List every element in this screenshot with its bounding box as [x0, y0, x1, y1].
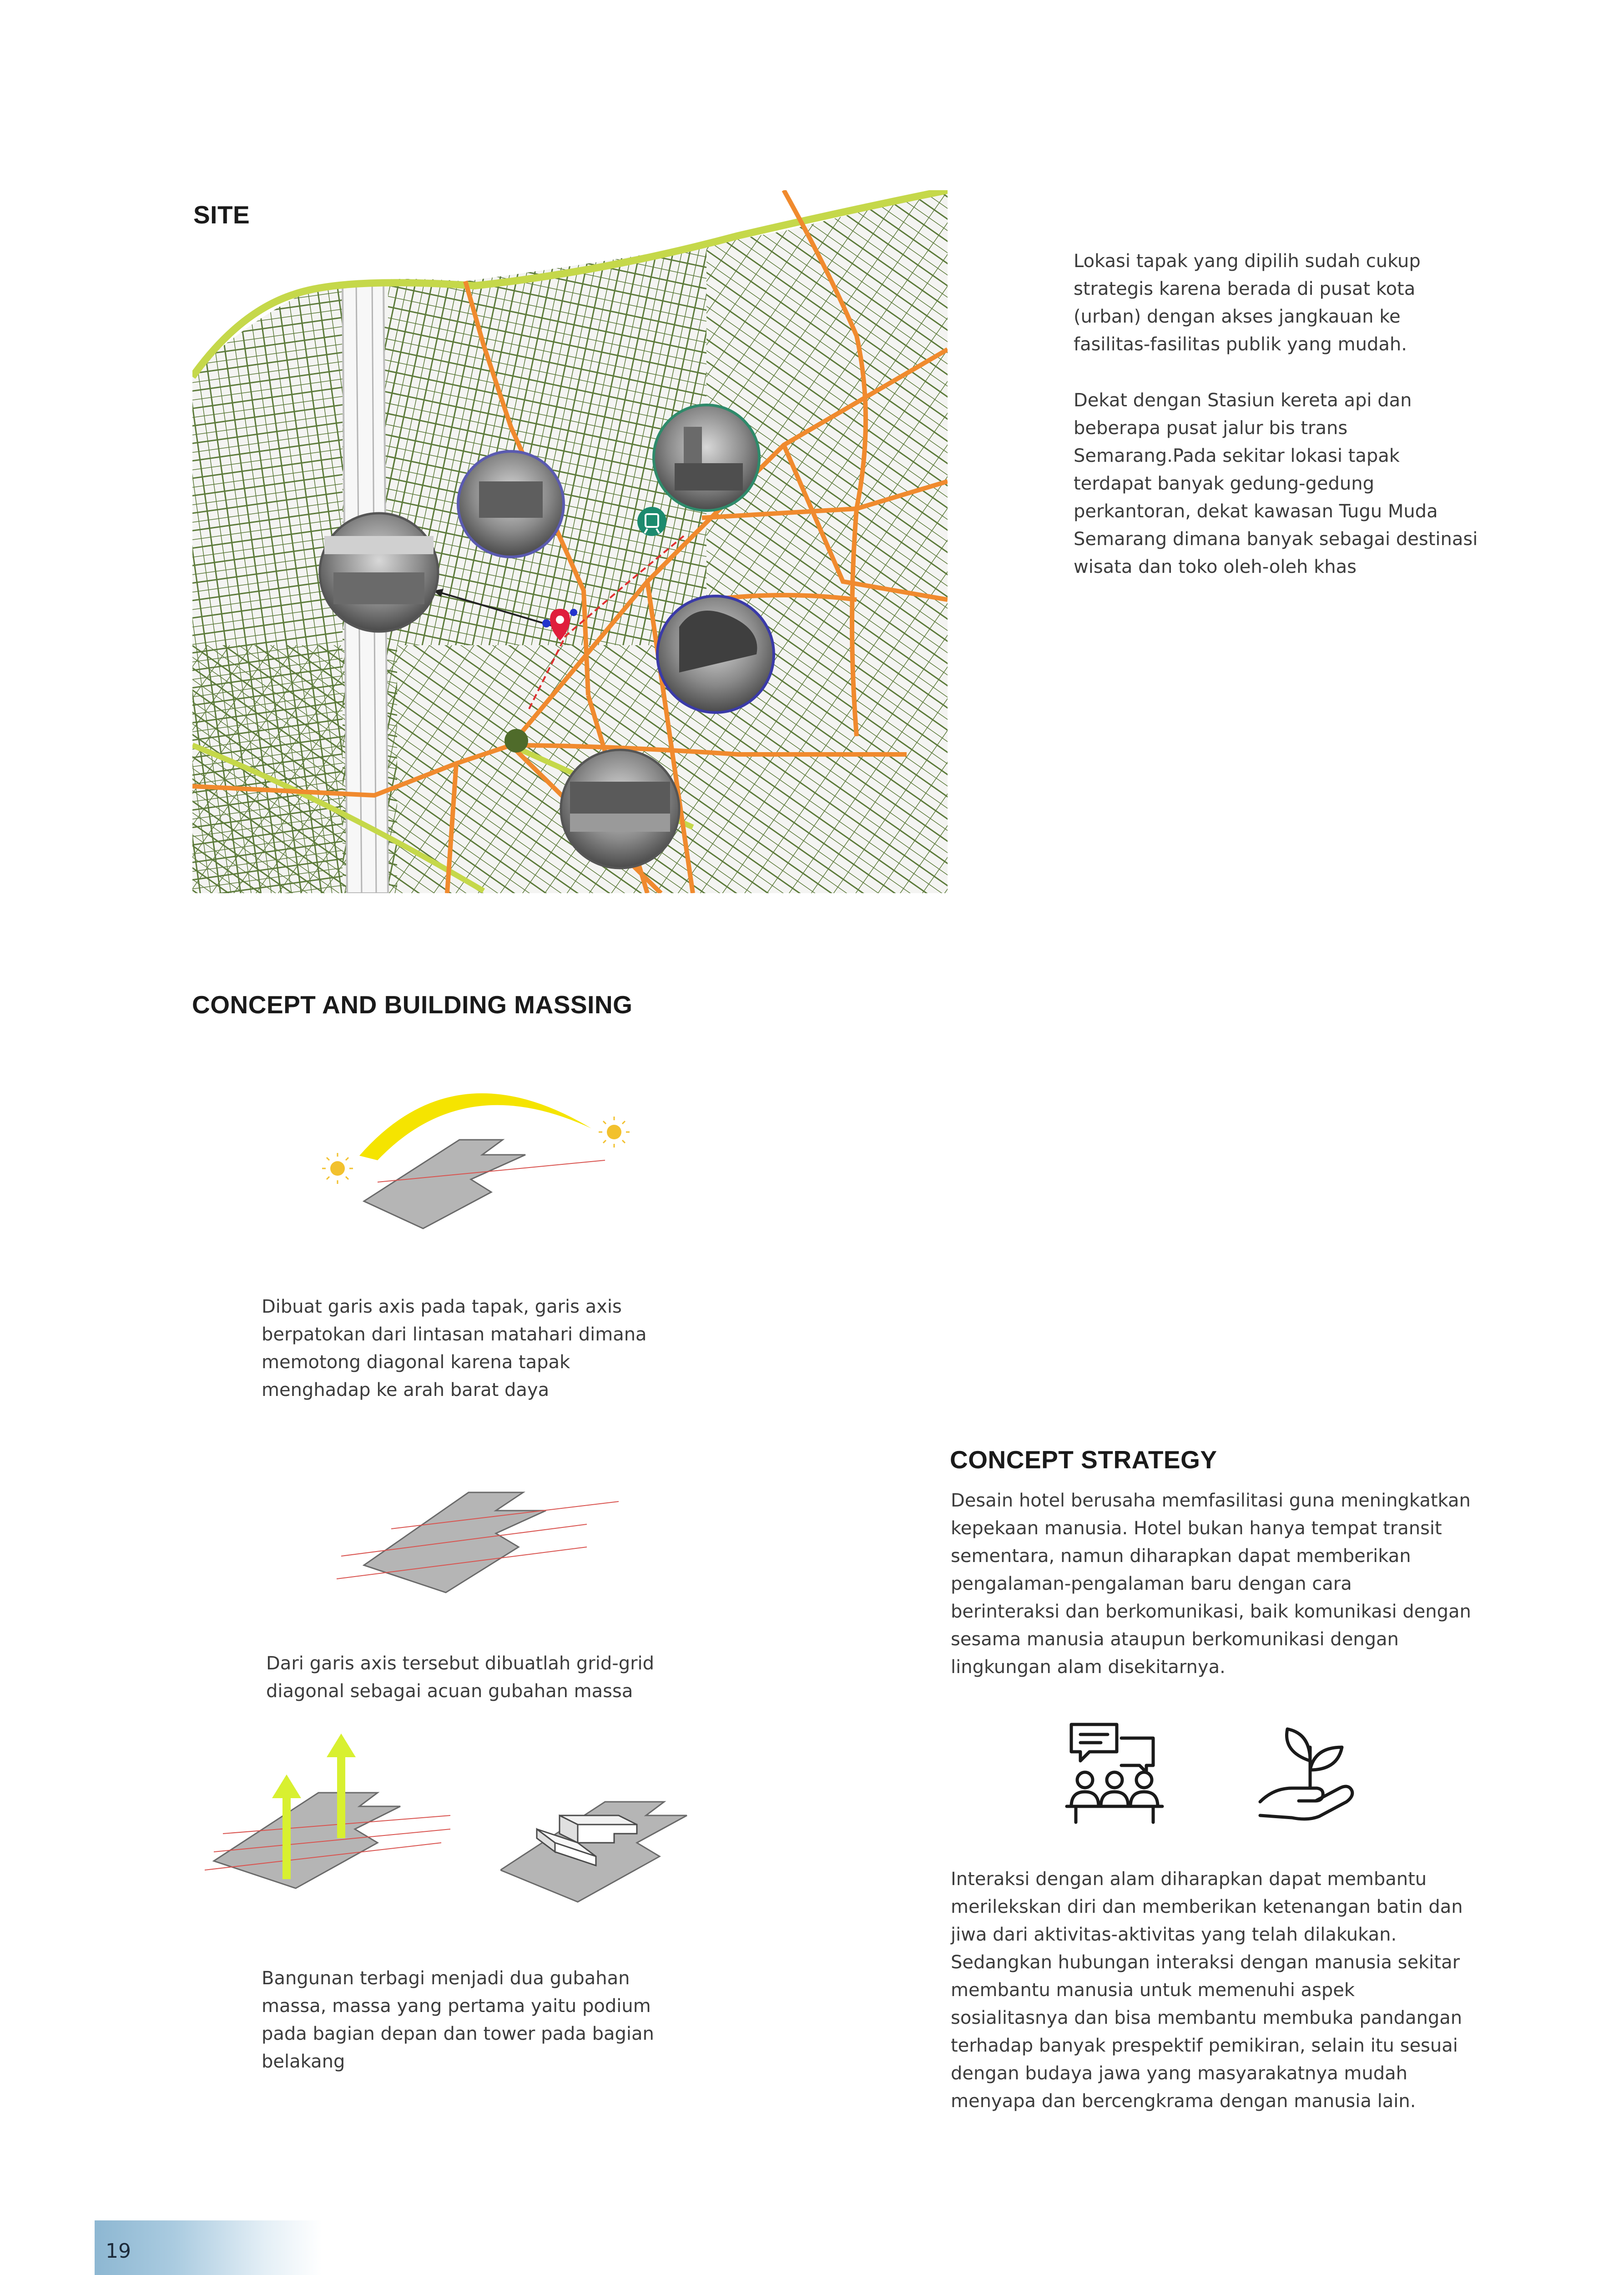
site-photo-top-middle [458, 451, 564, 557]
concept-strategy-paragraph-1: Desain hotel berusaha memfasilitasi guna meningkatkan kepekaan manusia. Hotel bukan hanya tempat transit sementara, namun diharapkan dapat memberikan pengalaman-pengalaman baru dengan cara berinteraksi dan berkomunikasi, baik komunikasi dengan sesama manusia ataupun berkomunikasi dengan lingkungan alam disekitarnya. [951, 1490, 1471, 1678]
site-map-svg [192, 190, 948, 893]
site-photo-top-right [654, 405, 759, 511]
concept-strategy-heading: CONCEPT STRATEGY [950, 1446, 1217, 1474]
page-number: 19 [106, 2240, 131, 2263]
final-massing-diagram [500, 1784, 696, 1911]
massing-step-1-text: Dibuat garis axis pada tapak, garis axis berpatokan dari lintasan matahari dimana memotong diagonal karena tapak menghadap ke arah barat daya [262, 1296, 647, 1400]
massing-step-2-text: Dari garis axis tersebut dibuatlah grid-grid diagonal sebagai acuan gubahan massa [266, 1653, 655, 1702]
sun-icon-right [599, 1117, 630, 1148]
site-paragraph-1: Lokasi tapak yang dipilih sudah cukup strategis karena berada di pusat kota (urban) dengan akses jangkauan ke fasilitas-fasilitas publik yang mudah. [1074, 251, 1421, 355]
concept-strategy-paragraph-2: Interaksi dengan alam diharapkan dapat membantu merilekskan diri dan memberikan ketenangan batin dan jiwa dari aktivitas-aktivitas yang telah dilakukan. Sedangkan hubungan interaksi dengan manusia sekitar membantu manusia untuk memenuhi aspek sosialitasnya dan bisa membantu membuka pandangan terhadap banyak prespektif pemikiran, selain itu sesuai dengan budaya jawa yang masyarakatnya mudah menyapa dan bercengkrama dengan manusia lain. [951, 1869, 1463, 2112]
mass-split-diagram [196, 1724, 496, 1897]
site-heading: SITE [193, 201, 250, 229]
site-photo-bottom [561, 750, 679, 868]
hand-plant-icon [1256, 1720, 1365, 1825]
site-paragraph-2: Dekat dengan Stasiun kereta api dan beberapa pusat jalur bis trans Semarang.Pada sekitar lokasi tapak terdapat banyak gedung-gedung perkantoran, dekat kawasan Tugu Muda Semarang dimana banyak sebagai destinasi wisata dan toko oleh-oleh khas [1074, 390, 1478, 577]
sun-icon-left [322, 1153, 353, 1184]
site-photo-right [657, 596, 774, 713]
site-photo-left [320, 513, 438, 632]
site-map [192, 190, 948, 893]
tugu-muda-roundabout [504, 729, 528, 753]
site-mass-shape [364, 1140, 525, 1228]
grid-axis-diagram [332, 1474, 632, 1611]
massing-step-3-text: Bangunan terbagi menjadi dua gubahan massa, massa yang pertama yaitu podium pada bagian depan dan tower pada bagian belakang [262, 1968, 654, 2072]
sun-path-diagram [318, 1056, 637, 1247]
train-station-icon [637, 507, 666, 536]
people-discussion-icon [1062, 1720, 1167, 1825]
concept-massing-heading: CONCEPT AND BUILDING MASSING [192, 991, 633, 1019]
